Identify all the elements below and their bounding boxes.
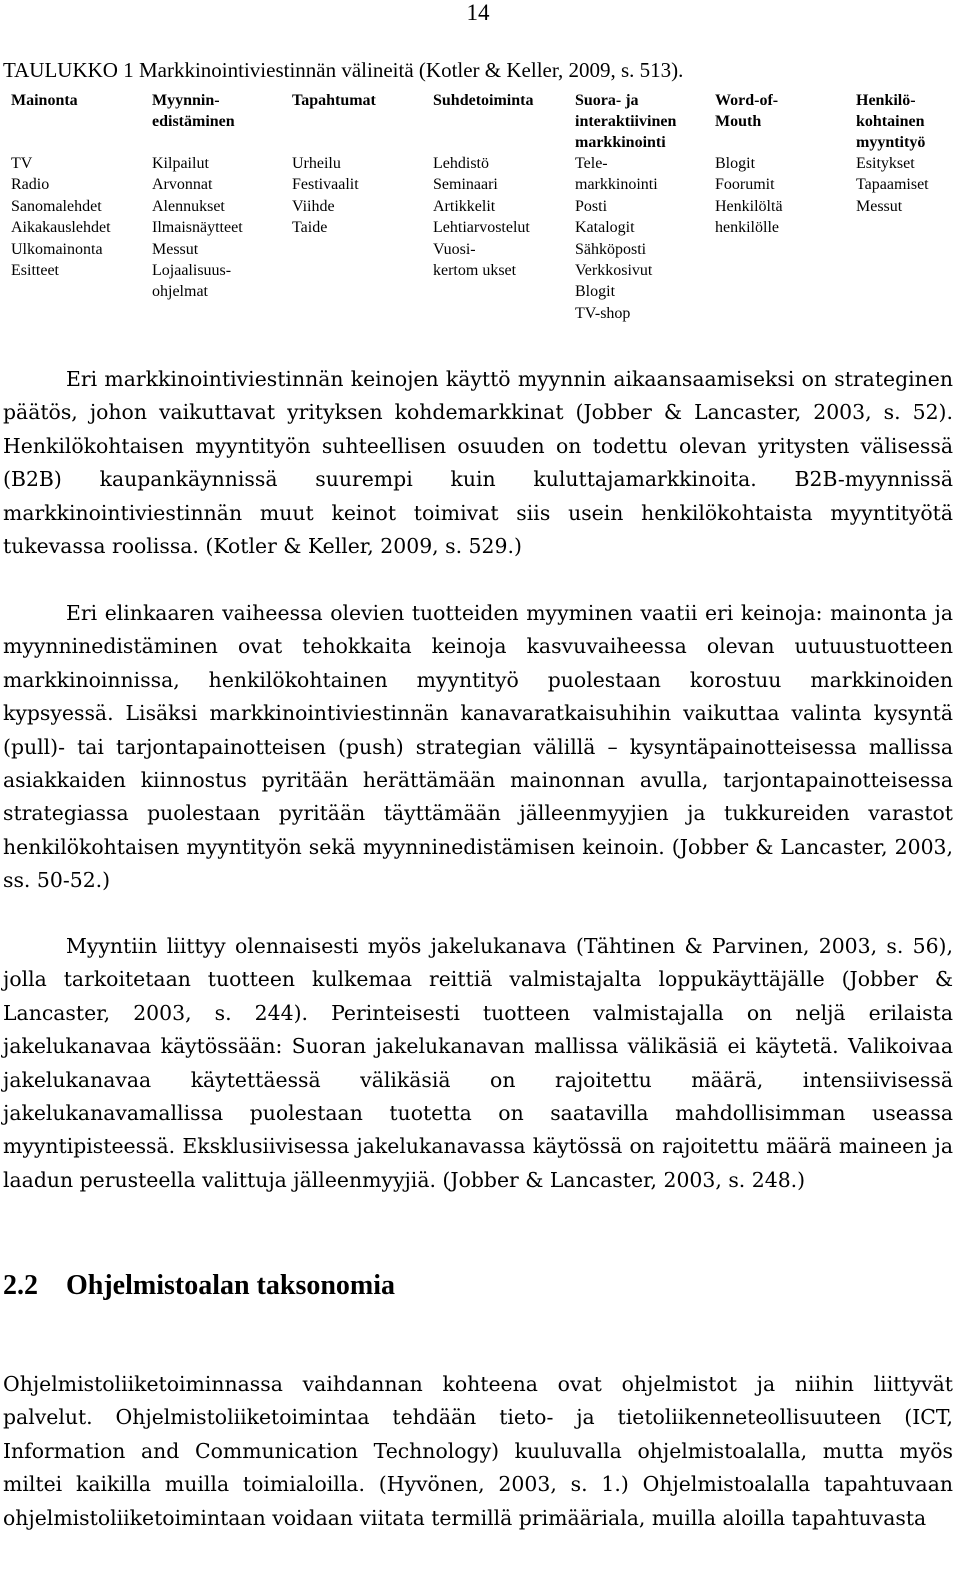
- table-cell: Arvonnat: [152, 176, 213, 194]
- table-column-henkilokohtainen-myyntityo: [856, 90, 929, 217]
- table-cell: TV: [11, 155, 33, 172]
- table-cell: Kilpailut: [152, 155, 209, 172]
- table-cell: Henkilöltä: [715, 197, 783, 215]
- table-cell: Seminaari: [433, 176, 498, 194]
- table-column-header: Word-of- Mouth: [715, 92, 779, 130]
- table-cell: Taide: [292, 219, 328, 237]
- table-cell: Tele-: [575, 155, 608, 172]
- table-cell: henkilölle: [715, 219, 779, 237]
- paragraph-2: Eri elinkaaren vaiheessa olevien tuotteiden myyminen vaatii eri keinoja: mainonta ja myynninedistäminen ovat tehokkaita keinoja kasvuvaiheessa olevan uutuustuotteen markkinoinnissa, henkilökohtainen myyntityö puolestaan korostuu markkinoiden kypsyessä. Lisäksi markkinointiviestinnän kanavaratkaisuhihin vaikuttaa valinta kysyntä (pull)- tai tarjontapainotteisen (push) strategian välillä – kysyntäpainotteisessa mallissa asiakkaiden kiinnostus pyritään herättämään mainonnan avulla, tarjontapainotteisessa strategiassa puolestaan pyritään täyttämään jälleenmyyjien ja tukkureiden varastot henkilökohtaisen myyntityön sekä myynninedistämisen keinoin. (Jobber & Lancaster, 2003, ss. 50-52.): [3, 601, 953, 893]
- table-cell: Artikkelit: [433, 197, 496, 215]
- table-column-header: Tapahtumat: [292, 92, 376, 109]
- table-cell: Aikakauslehdet: [11, 219, 111, 237]
- table-cell: Sähköposti: [575, 240, 647, 258]
- section-number: 2.2: [3, 1270, 38, 1301]
- table-cell: Sanomalehdet: [11, 197, 102, 215]
- table-cell: Verkkosivut: [575, 262, 653, 280]
- table-cell: Foorumit: [715, 176, 775, 194]
- table-cell: Festivaalit: [292, 176, 359, 194]
- paragraph-1: Eri markkinointiviestinnän keinojen käyttö myynnin aikaansaamiseksi on strateginen päätös, johon vaikuttavat yrityksen kohdemarkkinat (Jobber & Lancaster, 2003, s. 52). Henkilökohtaisen myyntityön suhteellisen osuuden on todettu olevan yritysten välisessä (B2B) kaupankäynnissä suurempi kuin kuluttajamarkkinoita. B2B-myynnissä markkinointiviestinnän muut keinot toimivat siis usein henkilökohtaista myyntityötä tukevassa roolissa. (Kotler & Keller, 2009, s. 529.): [3, 367, 953, 559]
- table-cell: Katalogit: [575, 219, 635, 237]
- table-caption: TAULUKKO 1 Markkinointiviestinnän välineitä (Kotler & Keller, 2009, s. 513).: [3, 58, 684, 82]
- table-cell: Lehdistö: [433, 155, 489, 172]
- table-cell: ohjelmat: [152, 283, 208, 301]
- paragraph-3: Myyntiin liittyy olennaisesti myös jakelukanava (Tähtinen & Parvinen, 2003, s. 56), jolla tarkoitetaan tuotteen kulkemaa reittiä valmistajalta loppukäyttäjälle (Jobber & Lancaster, 2003, s. 244). Perinteisesti tuotteen valmistajalla on neljä erilaista jakelukanavaa käytössään: Suoran jakelukanavan mallissa välikäsiä ei käytetä. Valikoivaa jakelukanavaa käytettäessä välikäsiä on rajoitettu määrä, intensiivisessä jakelukanavamallissa puolestaan tuotetta on saatavilla mahdollisimman useassa myyntipisteessä. Eksklusiivisessa jakelukanavassa käytössä on rajoitettu määrä maineen ja laadun perusteella valittuja jälleenmyyjiä. (Jobber & Lancaster, 2003, s. 248.): [3, 934, 953, 1192]
- table-column-mainonta: [11, 90, 111, 281]
- table-column-suora-markkinointi: [575, 90, 676, 324]
- table-cell: Ulkomainonta: [11, 240, 103, 258]
- table-cell: Vuosi-: [433, 240, 476, 258]
- table-column-header: Henkilö- kohtainen myyntityö: [856, 92, 926, 151]
- table-column-suhdetoiminta: [433, 90, 533, 281]
- page-number: 14: [466, 0, 490, 25]
- table-cell: Messut: [856, 197, 903, 215]
- table-column-tapahtumat: [292, 90, 376, 239]
- table-cell: Alennukset: [152, 197, 225, 215]
- table-cell: Ilmaisnäytteet: [152, 219, 243, 237]
- table-column-header: Suhdetoiminta: [433, 92, 534, 109]
- table-column-header: Mainonta: [11, 92, 78, 109]
- section-title: Ohjelmistoalan taksonomia: [66, 1270, 396, 1301]
- marketing-tools-table: [0, 90, 960, 335]
- table-cell: kertom ukset: [433, 262, 517, 280]
- table-cell: Radio: [11, 176, 50, 194]
- table-cell: Lehtiarvostelut: [433, 219, 530, 237]
- table-cell: markkinointi: [575, 176, 658, 194]
- section-heading: [3, 1270, 395, 1302]
- table-cell: Blogit: [575, 283, 616, 301]
- table-cell: Posti: [575, 197, 608, 215]
- table-cell: TV-shop: [575, 304, 631, 322]
- section-paragraph: Ohjelmistoliiketoiminnassa vaihdannan kohteena ovat ohjelmistot ja niihin liittyvät palvelut. Ohjelmistoliiketoimintaa tehdään tieto- ja tietoliikenneteollisuuteen (ICT, Information and Communication Technology) kuuluvalla ohjelmistoalalla, mutta myös miltei kaikilla muilla toimialoilla. (Hyvönen, 2003, s. 1.) Ohjelmistoalalla tapahtuvaan ohjelmistoliiketoimintaan voidaan viitata termillä primääriala, muilla aloilla tapahtuvasta: [3, 1372, 953, 1530]
- table-column-header: Suora- ja interaktiivinen markkinointi: [575, 92, 677, 151]
- table-cell: Viihde: [292, 197, 335, 215]
- table-cell: Blogit: [715, 155, 756, 172]
- table-cell: Tapaamiset: [856, 176, 929, 194]
- table-cell: Lojaalisuus-: [152, 262, 232, 280]
- table-cell: Urheilu: [292, 155, 341, 172]
- table-cell: Esitykset: [856, 155, 915, 172]
- table-column-header: Myynnin- edistäminen: [152, 92, 235, 130]
- table-column-word-of-mouth: [715, 90, 783, 239]
- table-cell: Esitteet: [11, 262, 59, 280]
- table-cell: Messut: [152, 240, 199, 258]
- table-column-myynninedistaminen: [152, 90, 243, 303]
